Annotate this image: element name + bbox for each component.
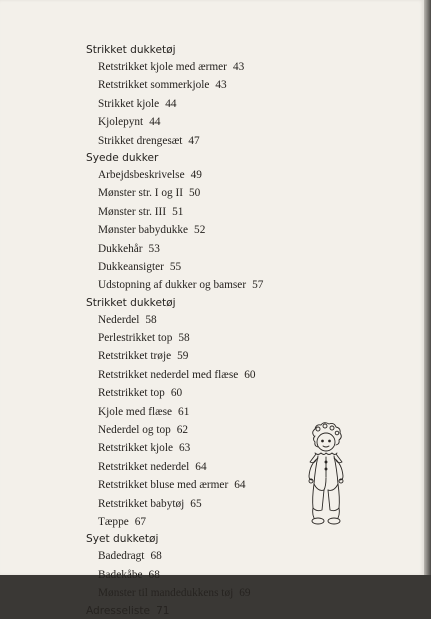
page-number: 49 [190,168,202,181]
toc-entry [86,221,386,239]
page-number: 68 [148,568,160,581]
page-number: 62 [176,424,189,437]
toc-entry [86,547,386,565]
page-number: 53 [148,242,160,255]
toc-entry [86,132,386,150]
toc-entry [86,58,386,76]
entry-title: Retstrikket bluse med ærmer [98,479,229,492]
toc-section [86,42,386,150]
page-number: 68 [150,550,162,563]
page-number: 61 [178,405,190,418]
page-number: 47 [188,134,200,147]
entry-title: Perlestrikket top [98,332,173,345]
page-number: 51 [172,205,184,218]
toc-entry [86,240,386,258]
page-number: 65 [190,497,202,510]
entry-title: Badekåbe [98,568,143,581]
toc-entry [86,403,386,421]
toc-entry [86,76,386,94]
page-number: 50 [189,187,201,200]
entry-title: Nederdel og top [98,424,171,437]
entry-title: Nederdel [98,313,140,326]
page-number: 58 [178,332,190,345]
entry-title: Retstrikket nederdel med flæse [98,368,239,381]
toc-entry [86,203,386,221]
table-of-contents [86,42,386,619]
entry-title: Mønster babydukke [98,224,189,237]
entry-title: Dukkeansigter [98,260,164,273]
page-number: 43 [232,61,245,73]
toc-section [86,150,386,295]
entry-title: Kjole med flæse [98,405,173,418]
entry-title: Retstrikket kjole [98,442,173,455]
entry-title: Udstopning af dukker og bamser [98,279,247,292]
entry-title: Retstrikket top [98,387,165,400]
page-number: 60 [170,387,183,400]
entry-title: Retstrikket babytøj [98,497,185,510]
page-number: 57 [252,279,264,292]
toc-entry [86,311,386,329]
section-heading-title: Syet dukketøj [86,533,159,546]
toc-entry [86,347,386,365]
entry-title: Strikket kjole [98,97,160,110]
toc-entry [86,258,386,276]
entry-title: Retstrikket trøje [98,350,172,363]
doll-clown-icon [300,420,352,530]
section-heading [86,150,386,166]
page-number: 59 [177,350,189,363]
toc-entry [86,366,386,384]
toc-section [86,603,386,619]
entry-title: Retstrikket nederdel [98,460,190,473]
section-heading [86,603,386,619]
page-number: 67 [134,515,147,528]
page-number: 52 [194,224,206,237]
entry-title: Mønster str. III [98,205,167,218]
entry-title: Tæppe [98,515,129,528]
toc-entry [86,184,386,202]
section-heading-title: Syede dukker [86,151,159,164]
page-edge [424,0,431,575]
entry-title: Badedragt [98,550,145,563]
section-heading-title: Adresseliste [86,604,151,617]
section-heading [86,295,386,311]
section-heading [86,42,386,58]
entry-title: Arbejdsbeskrivelse [98,168,185,181]
entry-title: Mønster str. I og II [98,187,184,200]
page-number: 44 [165,97,177,110]
toc-entry [86,95,386,113]
page-number: 64 [195,460,207,473]
page-number: 69 [239,587,251,600]
entry-title: Strikket drengesæt [98,134,183,147]
toc-entry [86,329,386,347]
page-number: 44 [149,116,161,129]
page-number: 64 [234,479,246,492]
toc-entry [86,276,386,294]
section-heading [86,531,386,547]
toc-entry [86,113,386,131]
section-heading-title: Strikket dukketøj [86,44,176,56]
section-heading-title: Strikket dukketøj [86,296,176,309]
entry-title: Mønster til mandedukkens tøj [98,587,234,600]
page-number: 60 [244,368,256,381]
entry-title: Dukkehår [98,242,143,255]
page-number: 43 [215,79,227,92]
page-number: 58 [145,313,157,326]
page-number: 63 [179,442,191,455]
entry-title: Kjolepynt [98,116,144,129]
entry-title: Retstrikket sommerkjole [98,79,210,92]
toc-entry [86,584,386,602]
page-number: 71 [156,604,170,617]
toc-section [86,531,386,602]
toc-entry [86,166,386,184]
toc-entry [86,384,386,402]
entry-title: Retstrikket kjole med ærmer [98,61,227,73]
page-number: 55 [169,260,182,273]
